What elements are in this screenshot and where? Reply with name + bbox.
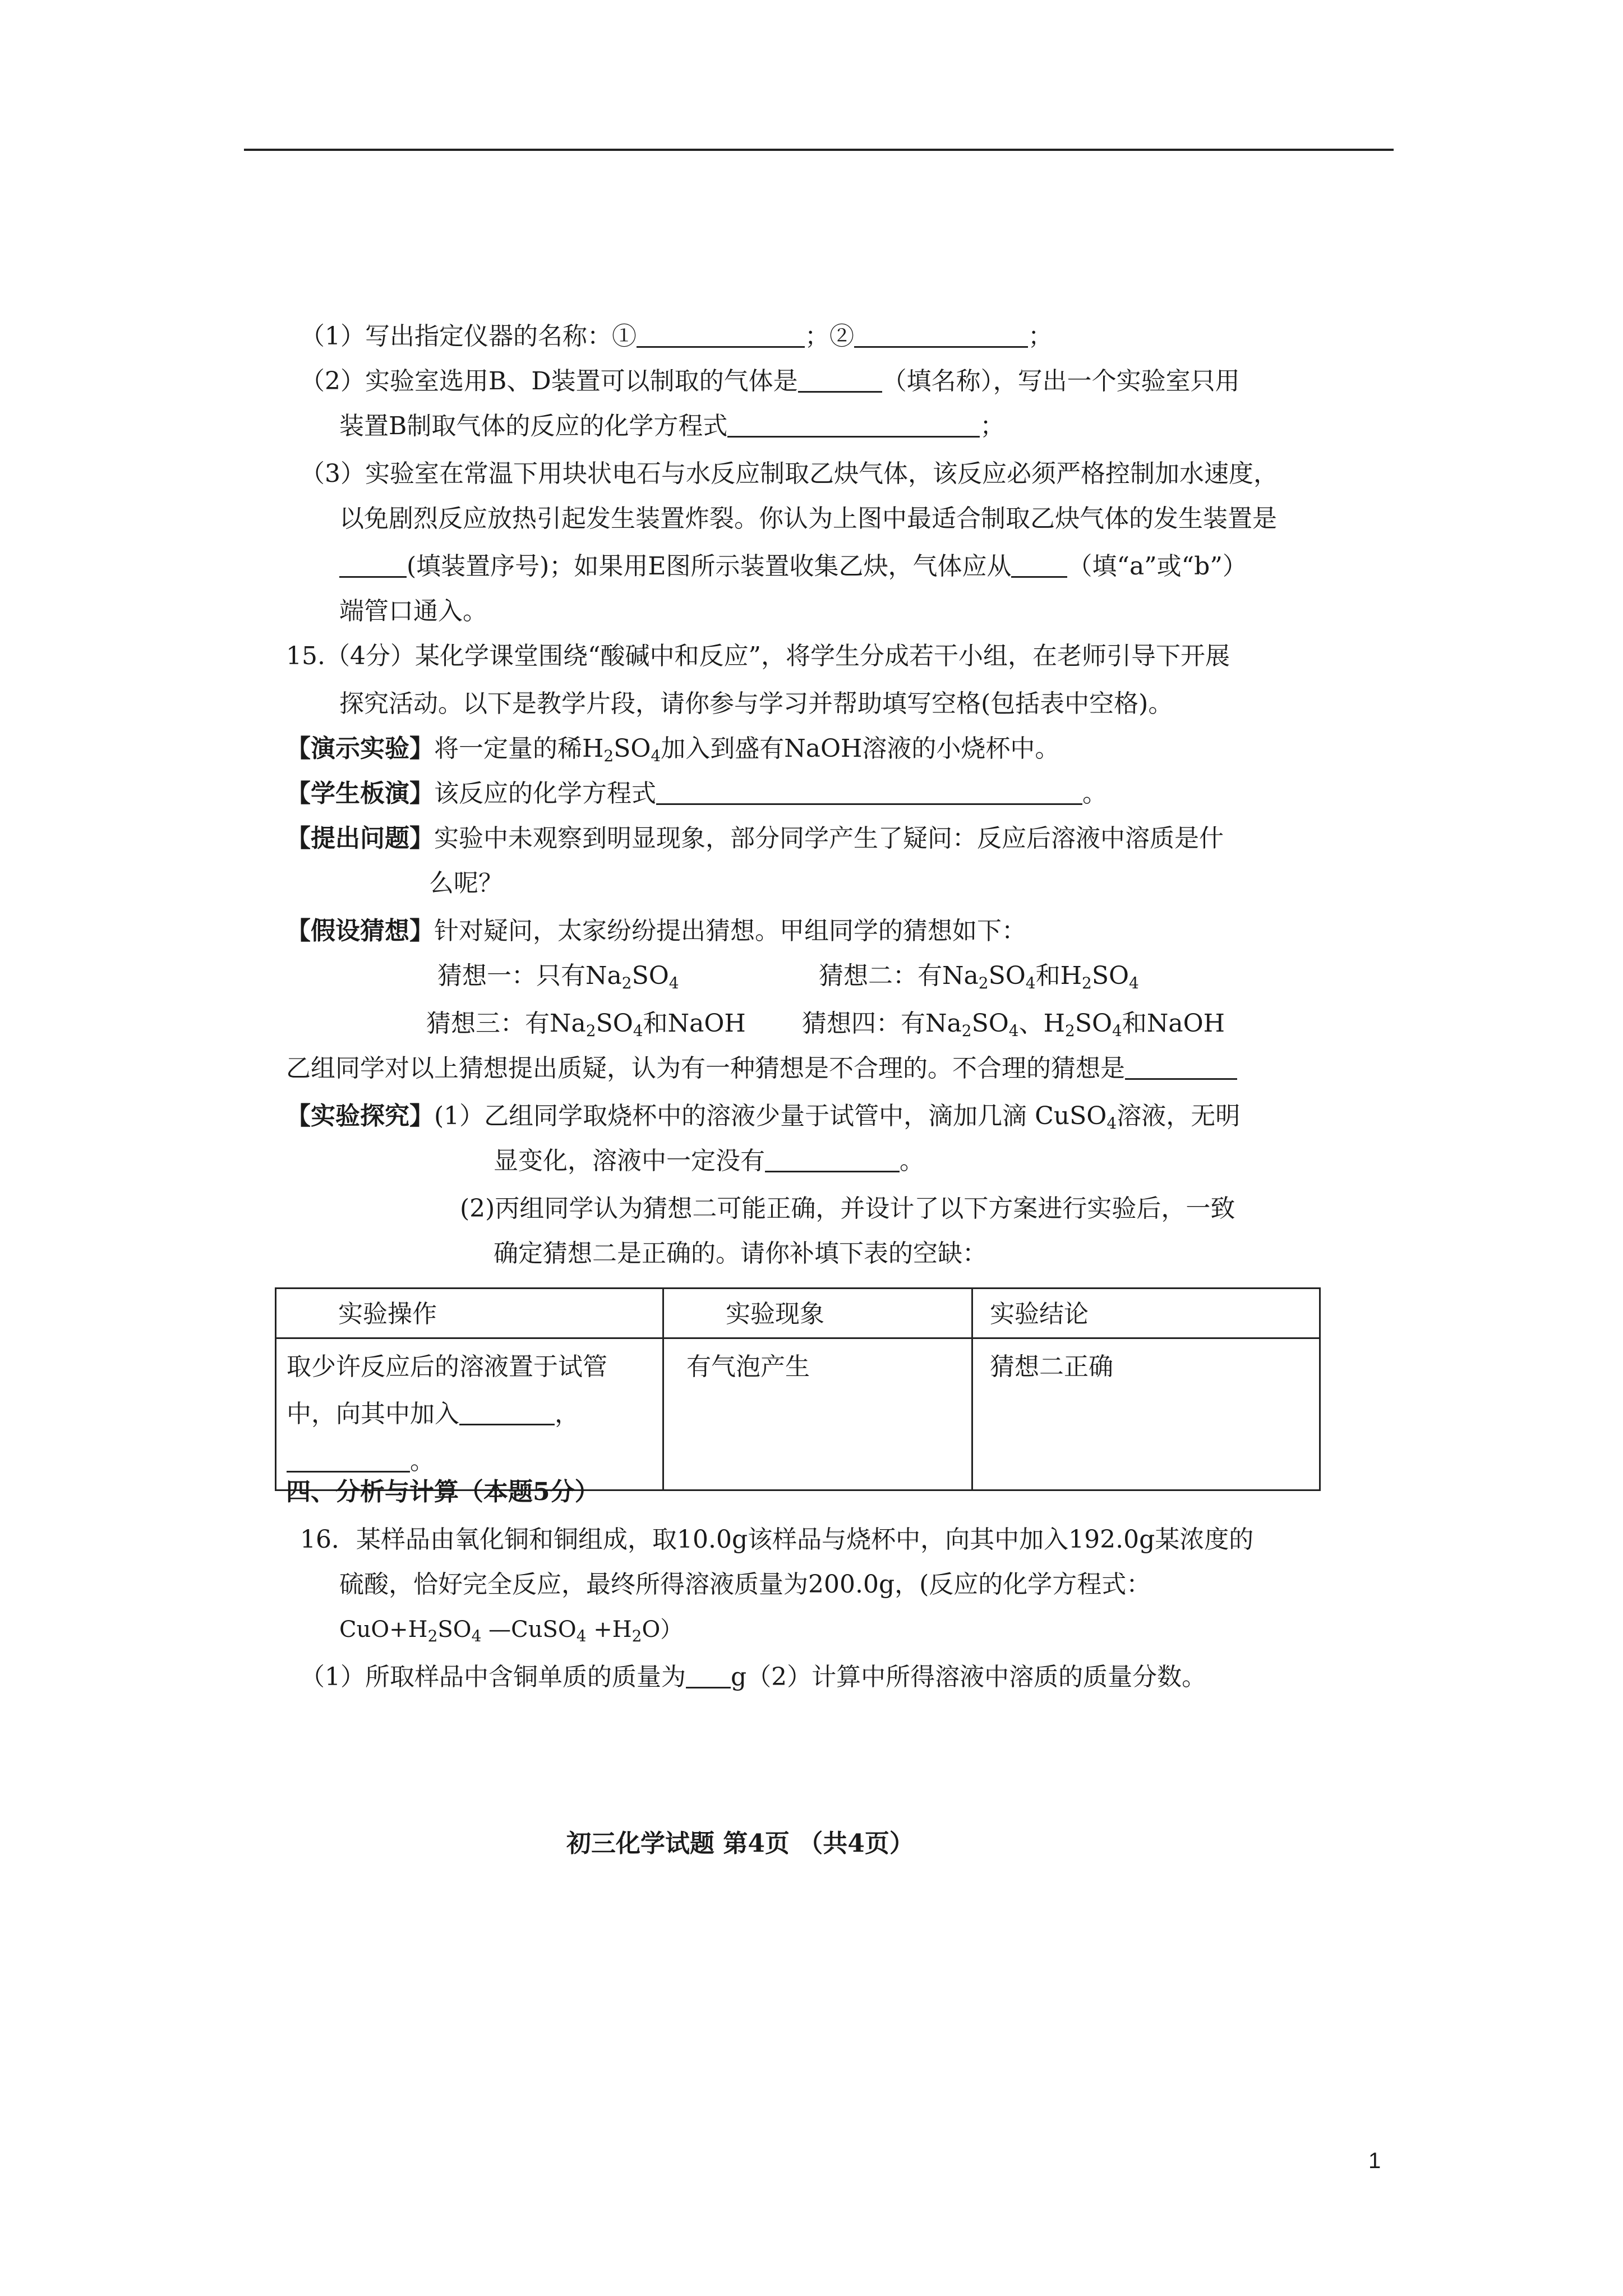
table-header: 实验结论 xyxy=(972,1289,1320,1338)
answer-blank[interactable] xyxy=(637,324,805,348)
answer-blank[interactable] xyxy=(727,413,980,438)
q15-hypothesis: 【假设猜想】针对疑问，太家纷纷提出猜想。甲组同学的猜想如下： xyxy=(286,917,1026,945)
q16-subquestions: （1）所取样品中含铜单质的质量为 g（2）计算中所得溶液中溶质的质量分数。 xyxy=(300,1663,1207,1691)
guess-4: 猜想四：有$Na_2SO_4$、$H_2SO_4$和NaOH xyxy=(802,1009,1225,1040)
guess-2: 猜想二：有$Na_2SO_4$和$H_2SO_4$ xyxy=(819,961,1139,992)
answer-blank[interactable] xyxy=(686,1664,731,1688)
answer-blank[interactable] xyxy=(287,1448,410,1473)
q15-board: 【学生板演】该反应的化学方程式 。 xyxy=(286,779,1107,808)
q14-part1: （1）写出指定仪器的名称：① ；② ； xyxy=(300,322,1053,351)
q15-explore-2-cont: 确定猜想二是正确的。请你补填下表的空缺： xyxy=(494,1239,987,1268)
q15-question-cont: 么呢？ xyxy=(429,869,503,898)
answer-blank[interactable] xyxy=(854,324,1028,348)
q15-demo: 【演示实验】将一定量的稀$H_2SO_4$加入到盛有NaOH溶液的小烧杯中。 xyxy=(286,734,1060,765)
guess-3: 猜想三：有$Na_2SO_4$和NaOH xyxy=(426,1009,746,1040)
guess-1: 猜想一：只有$Na_2SO_4$ xyxy=(437,961,679,992)
table-cell-operation: 取少许反应后的溶液置于试管 中，向其中加入 ， 。 xyxy=(276,1338,663,1490)
answer-blank[interactable] xyxy=(339,554,407,578)
experiment-table xyxy=(275,1287,1321,1491)
q15-explore-1-cont: 显变化，溶液中一定没有 。 xyxy=(494,1147,924,1175)
answer-blank[interactable] xyxy=(765,1148,900,1172)
answer-blank[interactable] xyxy=(1011,554,1067,578)
page-footer: 初三化学试题 第4页 （共4页） xyxy=(566,1829,914,1858)
q14-part3-line4: 端管口通入。 xyxy=(339,597,487,625)
q15-explore-1: 【实验探究】(1）乙组同学取烧杯中的溶液少量于试管中，滴加几滴 CuSO$_4$溶液，无明 xyxy=(286,1102,1241,1133)
q14-part3-line1: （3）实验室在常温下用块状电石与水反应制取乙炔气体，该反应必须严格控制加水速度， xyxy=(300,459,1278,488)
header-rule xyxy=(244,149,1394,151)
q15-intro-line1: 15.（4分）某化学课堂围绕“酸碱中和反应”，将学生分成若干小组，在老师引导下开展 xyxy=(286,642,1230,670)
answer-blank[interactable] xyxy=(1125,1056,1237,1080)
q15-group-yi: 乙组同学对以上猜想提出质疑，认为有一种猜想是不合理的。不合理的猜想是 xyxy=(286,1052,1237,1085)
q14-part2-line1: （2）实验室选用B、D装置可以制取的气体是 （填名称），写出一个实验室只用 xyxy=(300,367,1240,395)
q14-part2-line2: 装置B制取气体的反应的化学方程式 ； xyxy=(339,412,1005,440)
q15-intro-line2: 探究活动。以下是教学片段，请你参与学习并帮助填写空格(包括表中空格)。 xyxy=(339,689,1173,718)
table-header: 实验操作 xyxy=(276,1289,663,1338)
table-cell-conclusion: 猜想二正确 xyxy=(972,1338,1320,1490)
answer-blank[interactable] xyxy=(656,781,1082,805)
answer-blank[interactable] xyxy=(798,369,882,393)
table-cell-phenomenon: 有气泡产生 xyxy=(663,1338,972,1490)
q16-line2: 硫酸，恰好完全反应，最终所得溶液质量为200.0g，(反应的化学方程式： xyxy=(339,1570,1151,1599)
section-title: 四、分析与计算（本题5分） xyxy=(286,1478,600,1506)
q14-part3-line3: (填装置序号)；如果用E图所示装置收集乙炔，气体应从 （填“a”或“b”） xyxy=(339,550,1247,583)
q15-question: 【提出问题】实验中未观察到明显现象，部分同学产生了疑问：反应后溶液中溶质是什 xyxy=(286,824,1224,853)
q16-equation: $CuO+H_2SO_4$ —CuSO$_4$ $+H_2O$） xyxy=(339,1617,683,1645)
table-row xyxy=(276,1338,1320,1490)
table-header: 实验现象 xyxy=(663,1289,972,1338)
q15-explore-2: (2)丙组同学认为猜想二可能正确，并设计了以下方案进行实验后，一致 xyxy=(460,1194,1235,1223)
q14-part3-line2: 以免剧烈反应放热引起发生装置炸裂。你认为上图中最适合制取乙炔气体的发生装置是 xyxy=(339,504,1277,533)
q16-line1: 16．某样品由氧化铜和铜组成，取10.0g该样品与烧杯中，向其中加入192.0g某浓度的 xyxy=(300,1525,1254,1554)
page-number: 1 xyxy=(1368,2148,1381,2173)
answer-blank[interactable] xyxy=(459,1401,555,1425)
